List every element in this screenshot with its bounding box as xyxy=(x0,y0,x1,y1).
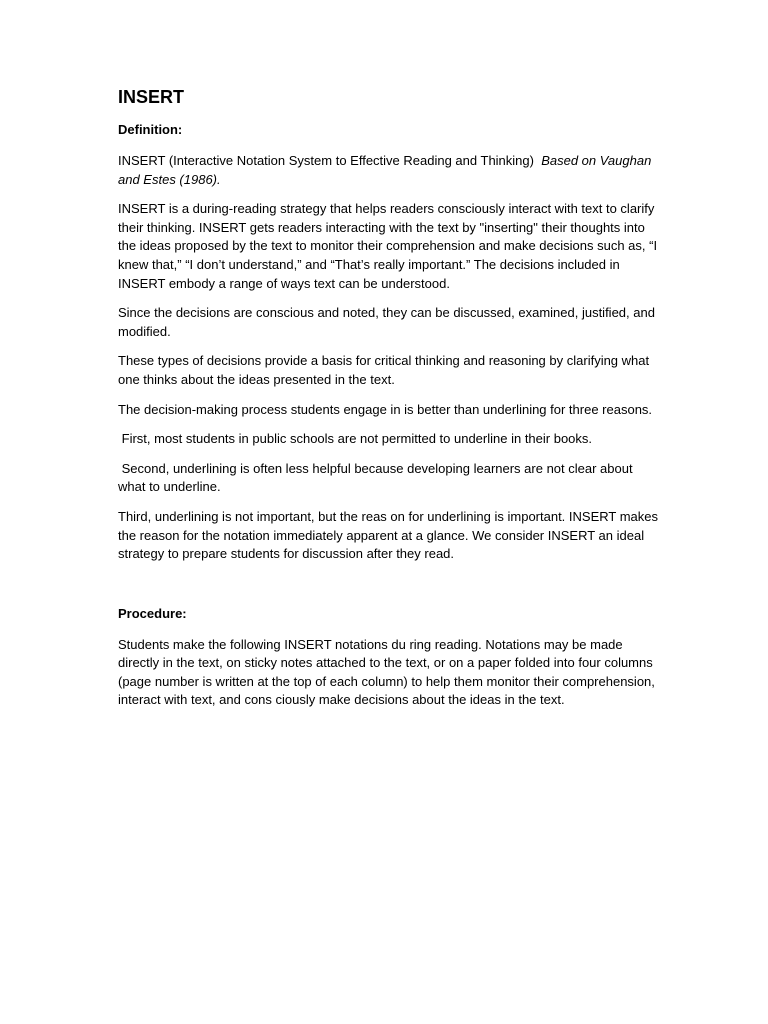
definition-citation: Based on Vaughan and Estes (1986). xyxy=(118,153,652,187)
paragraph-three-reasons: The decision-making process students engage in is better than underlining for three reasons. xyxy=(118,401,653,417)
definition-paragraph xyxy=(118,152,658,189)
paragraph-reason-third: Third, underlining is not important, but the reas on for underlining is important. INSERT makes the reason for the notation immediately apparent at a glance. We consider INSERT an ideal strategy to prepare students for discussion after they read. xyxy=(118,508,659,562)
paragraph-reason-first: First, most students in public schools are not permitted to underline in their books. xyxy=(118,431,593,447)
procedure-heading: Procedure: xyxy=(118,605,187,621)
procedure-paragraph: Students make the following INSERT notations du ring reading. Notations may be made directly in the text, on sticky notes attached to the text, or on a paper folded into four columns (page number is written at the top of each column) to help them monitor their comprehension, interact with text, and cons ciously make decisions about the ideas in the text. xyxy=(118,636,655,708)
section-spacer xyxy=(118,575,658,605)
document-title: INSERT xyxy=(118,87,185,107)
paragraph-conscious-decisions: Since the decisions are conscious and noted, they can be discussed, examined, justified, and modified. xyxy=(118,305,655,339)
definition-text: INSERT (Interactive Notation System to Effective Reading and Thinking) xyxy=(118,153,542,168)
paragraph-critical-thinking: These types of decisions provide a basis for critical thinking and reasoning by clarifying what one thinks about the ideas presented in the text. xyxy=(118,353,650,387)
paragraph-overview: INSERT is a during-reading strategy that helps readers consciously interact with text to clarify their thinking. INSERT gets readers interacting with the text by "inserting" their thoughts into the ideas proposed by the text to monitor their comprehension and make decisions such as, “I knew that,” “I don’t understand,” and “That’s really important.” The decisions included in INSERT embody a range of ways text can be understood. xyxy=(118,201,658,291)
paragraph-reason-second: Second, underlining is often less helpful because developing learners are not clear about what to underline. xyxy=(118,460,637,495)
definition-heading: Definition: xyxy=(118,122,183,137)
